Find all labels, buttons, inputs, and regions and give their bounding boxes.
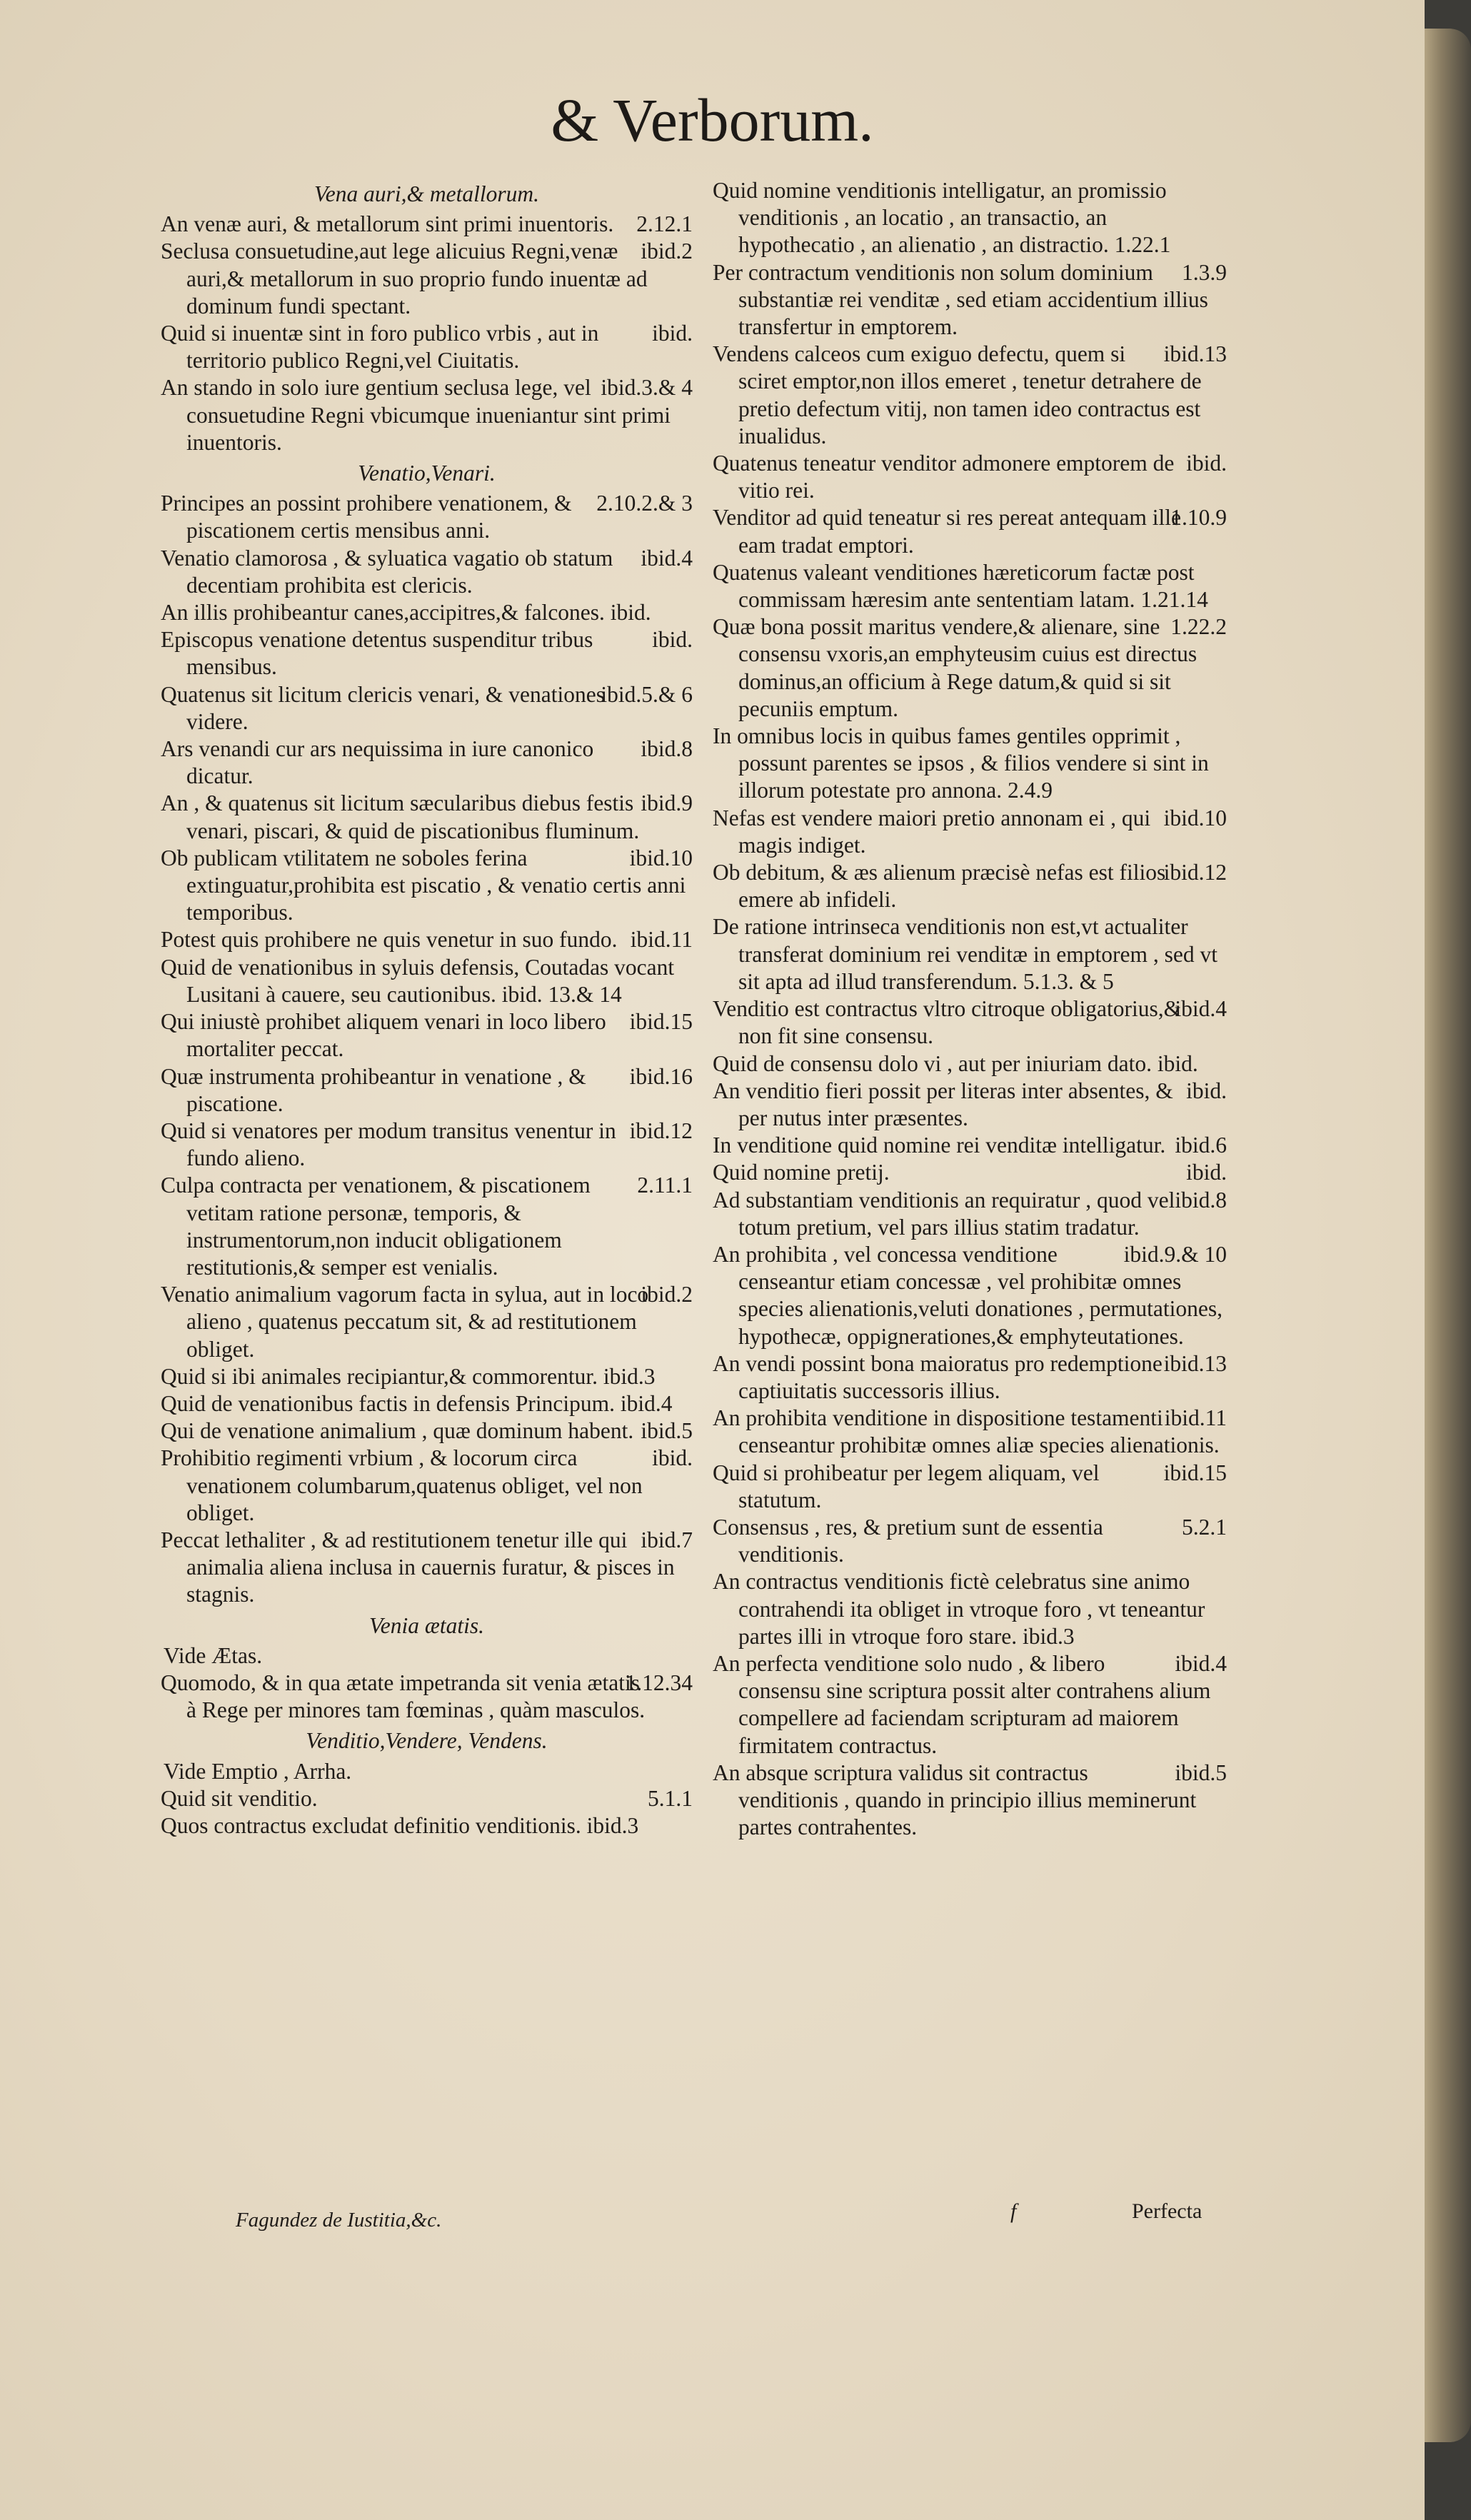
index-entry: [161, 845, 693, 927]
entry-text: Quæ bona possit maritus vendere,& alienare, sine consensu vxoris,an emphyteusim cuius est directus dominus,an officium à Rege datum,& quid si sit pecuniis emptum.: [713, 614, 1198, 721]
entry-reference: 5.2.1: [1182, 1514, 1227, 1540]
entry-text: An illis prohibeantur canes,accipitres,& falcones. ibid.: [161, 600, 651, 626]
entry-reference: ibid.10: [629, 845, 693, 870]
index-column-left: [161, 177, 693, 1839]
entry-reference: ibid.8: [1175, 1187, 1227, 1213]
cross-reference: Vide Ætas.: [164, 1642, 263, 1668]
entry-reference: ibid.9: [641, 790, 693, 816]
entry-reference: ibid.2: [641, 239, 693, 264]
entry-text: Quomodo, & in qua ætate impetranda sit venia ætatis à Rege per minores tam fœminas , quàm masculos.: [161, 1670, 646, 1723]
entry-text: Nefas est vendere maiori pretio annonam ei , qui magis indiget.: [713, 805, 1151, 858]
entry-text: Venditor ad quid teneatur si res pereat antequam ille eam tradat emptori.: [713, 505, 1182, 558]
index-entry: [161, 374, 693, 456]
entry-text: Quid si prohibeatur per legem aliquam, vel statutum.: [713, 1460, 1100, 1512]
entry-reference: ibid.: [652, 627, 693, 653]
index-entry: [161, 490, 693, 544]
entry-reference: ibid.15: [1163, 1460, 1227, 1485]
entry-reference: ibid.4: [1175, 996, 1227, 1022]
index-entry: [161, 320, 693, 374]
index-entry: [713, 1568, 1227, 1650]
index-entry: [161, 1172, 693, 1281]
index-entry: [713, 1650, 1227, 1760]
entry-reference: 2.11.1: [637, 1173, 693, 1198]
entry-text: Ars venandi cur ars nequissima in iure canonico dicatur.: [161, 736, 594, 789]
index-entry: [161, 211, 693, 238]
entry-text: Quid de consensu dolo vi , aut per iniuriam dato. ibid.: [713, 1050, 1198, 1076]
index-entry: [161, 626, 693, 681]
index-column-right: [713, 177, 1227, 1841]
entry-text: An absque scriptura validus sit contractus venditionis , quando in principio illius meminerunt partes contrahentes.: [713, 1760, 1197, 1840]
index-entry: [161, 1390, 693, 1417]
entry-text: An venditio fieri possit per literas inter absentes, & per nutus inter præsentes.: [713, 1078, 1173, 1130]
index-entry: [713, 450, 1227, 504]
index-entry: [713, 995, 1227, 1050]
entry-text: Quid nomine venditionis intelligatur, an promissio venditionis , an locatio , an transactio, an hypothecatio , an alienatio , an distractio. 1.22.1: [713, 178, 1171, 258]
index-entry: [161, 1281, 693, 1363]
entry-reference: ibid.11: [630, 927, 693, 953]
index-entry: [161, 545, 693, 599]
entry-text: Venditio est contractus vltro citroque obligatorius,& non fit sine consensu.: [713, 996, 1182, 1049]
entry-reference: ibid.9.& 10: [1123, 1241, 1227, 1267]
entry-reference: ibid.7: [641, 1527, 693, 1552]
signature-mark: f: [1010, 2199, 1017, 2223]
entry-text: An venæ auri, & metallorum sint primi inuentoris.: [161, 211, 614, 237]
entry-reference: ibid.5: [1175, 1760, 1227, 1785]
entry-text: An stando in solo iure gentium seclusa lege, vel consuetudine Regni vbicumque inueniantur sint primi inuentoris.: [161, 375, 671, 455]
entry-text: Qui iniustè prohibet aliquem venari in loco libero mortaliter peccat.: [161, 1009, 606, 1062]
entry-text: Consensus , res, & pretium sunt de essentia venditionis.: [713, 1514, 1103, 1567]
index-entry: [713, 1159, 1227, 1186]
entry-reference: ibid.2: [641, 1282, 693, 1307]
index-entry: [161, 1812, 693, 1839]
entry-text: Seclusa consuetudine,aut lege alicuius Regni,venæ auri,& metallorum in suo proprio fundo inuentæ ad dominum fundi spectant.: [161, 239, 648, 318]
index-entry: [713, 1132, 1227, 1159]
index-entry: [713, 1514, 1227, 1568]
entry-reference: ibid.3.& 4: [601, 375, 693, 401]
entry-text: Ob debitum, & æs alienum præcisè nefas est filios emere ab infideli.: [713, 860, 1166, 913]
entry-text: Ob publicam vtilitatem ne soboles ferina extinguatur,prohibita est piscatio , & venatio certis anni temporibus.: [161, 845, 686, 925]
running-head: & Verborum.: [551, 86, 874, 154]
index-heading: Vena auri,& metallorum.: [314, 181, 539, 206]
index-entry: [161, 681, 693, 736]
index-entry: [713, 913, 1227, 995]
index-entry: [161, 1445, 693, 1527]
index-entry: [713, 613, 1227, 723]
entry-reference: ibid.: [1186, 1160, 1227, 1185]
entry-text: Quid si venatores per modum transitus venentur in fundo alieno.: [161, 1118, 616, 1171]
index-entry: [713, 559, 1227, 613]
entry-reference: ibid.11: [1164, 1405, 1227, 1431]
entry-text: Quid nomine pretij.: [713, 1160, 890, 1185]
entry-reference: ibid.: [652, 1445, 693, 1471]
entry-reference: ibid.13: [1163, 341, 1227, 367]
entry-text: Venatio clamorosa , & syluatica vagatio ob statum decentiam prohibita est clericis.: [161, 545, 613, 598]
index-entry: [713, 504, 1227, 558]
index-heading: Venditio,Vendere, Vendens.: [306, 1728, 548, 1754]
entry-reference: 5.1.1: [648, 1785, 693, 1811]
index-entry: [161, 790, 693, 844]
entry-reference: ibid.: [652, 321, 693, 346]
entry-text: Quatenus teneatur venditor admonere emptorem de vitio rei.: [713, 451, 1175, 503]
index-entry: [713, 1460, 1227, 1514]
index-entry: [713, 1078, 1227, 1132]
entry-reference: ibid.16: [629, 1063, 693, 1089]
entry-reference: ibid.10: [1163, 805, 1227, 830]
entry-text: An vendi possint bona maioratus pro redemptione captiuitatis successoris illius.: [713, 1350, 1163, 1403]
entry-reference: ibid.6: [1175, 1133, 1227, 1158]
index-heading: Venatio,Venari.: [358, 461, 496, 486]
entry-text: Principes an possint prohibere venationem, & piscationem certis mensibus anni.: [161, 491, 572, 543]
index-entry: [713, 259, 1227, 341]
index-entry: [713, 723, 1227, 805]
index-entry: [161, 954, 693, 1008]
index-entry: [161, 1527, 693, 1609]
index-entry: [713, 859, 1227, 913]
entry-text: An , & quatenus sit licitum sæcularibus diebus festis venari, piscari, & quid de piscationibus fluminum.: [161, 790, 640, 843]
entry-reference: ibid.15: [629, 1009, 693, 1035]
entry-text: Qui de venatione animalium , quæ dominum habent.: [161, 1418, 634, 1444]
entry-text: Quid de venationibus factis in defensis Principum. ibid.4: [161, 1390, 673, 1416]
entry-text: Quæ instrumenta prohibeantur in venatione , & piscatione.: [161, 1063, 586, 1116]
entry-reference: ibid.: [1186, 1078, 1227, 1103]
entry-reference: ibid.5.& 6: [601, 681, 693, 707]
index-entry: [161, 1417, 693, 1445]
entry-text: Quos contractus excludat definitio venditionis. ibid.3: [161, 1812, 639, 1838]
entry-reference: 1.3.9: [1182, 259, 1227, 285]
index-entry: [713, 805, 1227, 859]
index-entry: [161, 1118, 693, 1172]
index-entry: [161, 1670, 693, 1724]
entry-text: Ad substantiam venditionis an requiratur , quod vel totum pretium, vel pars illius statim tradatur.: [713, 1187, 1175, 1240]
entry-reference: ibid.12: [1163, 860, 1227, 885]
entry-text: Quatenus sit licitum clericis venari, & venationes videre.: [161, 681, 605, 734]
entry-text: Venatio animalium vagorum facta in sylua, aut in loco alieno , quatenus peccatum sit, & ad restitutionem obliget.: [161, 1282, 649, 1362]
entry-reference: ibid.: [1186, 451, 1227, 476]
index-entry: [713, 1350, 1227, 1405]
entry-text: Vendens calceos cum exiguo defectu, quem si sciret emptor,non illos emeret , tenetur detrahere de pretio defectum vitij, non tamen ideo contractus est inualidus.: [713, 341, 1202, 448]
entry-text: Per contractum venditionis non solum dominium substantiæ rei venditæ , sed etiam accidentium illius transfertur in emptorem.: [713, 259, 1208, 340]
entry-text: Culpa contracta per venationem, & piscationem vetitam ratione personæ, temporis, & instrumentorum,non inducit obligationem restitutionis,& semper est venialis.: [161, 1173, 591, 1280]
index-entry: [713, 1760, 1227, 1842]
index-entry: [713, 1187, 1227, 1241]
index-entry: [161, 1363, 693, 1390]
entry-text: Peccat lethaliter , & ad restitutionem tenetur ille qui animalia aliena inclusa in cauernis furatur, & pisces in stagnis.: [161, 1527, 675, 1607]
entry-reference: ibid.8: [641, 736, 693, 762]
entry-text: An prohibita , vel concessa venditione censeantur etiam concessæ , vel prohibitæ omnes species alienationis,veluti donationes , permutationes, hypothecæ, oppignerationes,& emphyteutationes.: [713, 1241, 1223, 1349]
entry-reference: ibid.5: [641, 1418, 693, 1444]
entry-reference: 1.22.2: [1170, 614, 1227, 640]
entry-text: Quatenus valeant venditiones hæreticorum factæ post commissam hæresim ante sententiam latam. 1.21.14: [713, 559, 1208, 613]
entry-text: Quid de venationibus in syluis defensis, Coutadas vocant Lusitani à cauere, seu cautionibus. ibid. 13.& 14: [161, 954, 675, 1007]
entry-text: Episcopus venatione detentus suspenditur tribus mensibus.: [161, 627, 593, 680]
index-entry: [713, 1241, 1227, 1350]
entry-text: Prohibitio regimenti vrbium , & locorum circa venationem columbarum,quatenus obliget, vel non obliget.: [161, 1445, 643, 1525]
entry-reference: 1.12.34: [625, 1670, 693, 1695]
index-heading: Venia ætatis.: [368, 1612, 484, 1638]
index-entry: [713, 341, 1227, 450]
cross-reference: Vide Emptio , Arrha.: [164, 1758, 352, 1784]
index-entry: [161, 926, 693, 953]
index-entry: [161, 1063, 693, 1118]
index-entry: [161, 736, 693, 790]
entry-reference: ibid.13: [1163, 1350, 1227, 1376]
entry-text: An contractus venditionis fictè celebratus sine animo contrahendi ita obliget in vtroque foro , vt teneantur partes illi in vtroque foro stare. ibid.3: [713, 1569, 1205, 1649]
entry-text: De ratione intrinseca venditionis non est,vt actualiter transferat dominium rei venditæ in emptorem , sed vt sit apta ad illud transferendum. 5.1.3. & 5: [713, 914, 1218, 994]
entry-text: Potest quis prohibere ne quis venetur in suo fundo.: [161, 927, 618, 953]
index-entry: [161, 238, 693, 320]
index-entry: [713, 1405, 1227, 1459]
entry-text: An prohibita venditione in dispositione testamenti censeantur prohibitæ omnes aliæ species alienationis.: [713, 1405, 1220, 1458]
entry-reference: 2.10.2.& 3: [596, 491, 693, 516]
index-entry: [713, 177, 1227, 259]
entry-reference: ibid.4: [641, 545, 693, 571]
index-entry: [161, 1785, 693, 1812]
footer-note: Fagundez de Iustitia,&c.: [236, 2209, 442, 2232]
entry-text: In venditione quid nomine rei venditæ intelligatur.: [713, 1133, 1166, 1158]
entry-text: An perfecta venditione solo nudo , & libero consensu sine scriptura possit alter contrahens alium compellere ad faciendam scripturam ad maiorem firmitatem contractus.: [713, 1650, 1211, 1758]
index-entry: [161, 1008, 693, 1063]
entry-reference: 1.10.9: [1170, 505, 1227, 531]
entry-reference: ibid.4: [1175, 1650, 1227, 1676]
entry-text: Quid si inuentæ sint in foro publico vrbis , aut in territorio publico Regni,vel Ciuitatis.: [161, 321, 599, 373]
index-entry: [713, 1050, 1227, 1078]
index-entry: [161, 599, 693, 626]
catchword: Perfecta: [1132, 2199, 1203, 2223]
entry-reference: ibid.12: [629, 1118, 693, 1143]
entry-text: In omnibus locis in quibus fames gentiles opprimit , possunt parentes se ipsos , & filios vendere si sint in illorum potestate pro annona. 2.4.9: [713, 723, 1209, 803]
entry-text: Quid sit venditio.: [161, 1785, 318, 1811]
entry-text: Quid si ibi animales recipiantur,& commorentur. ibid.3: [161, 1363, 656, 1389]
entry-reference: 2.12.1: [636, 211, 693, 237]
